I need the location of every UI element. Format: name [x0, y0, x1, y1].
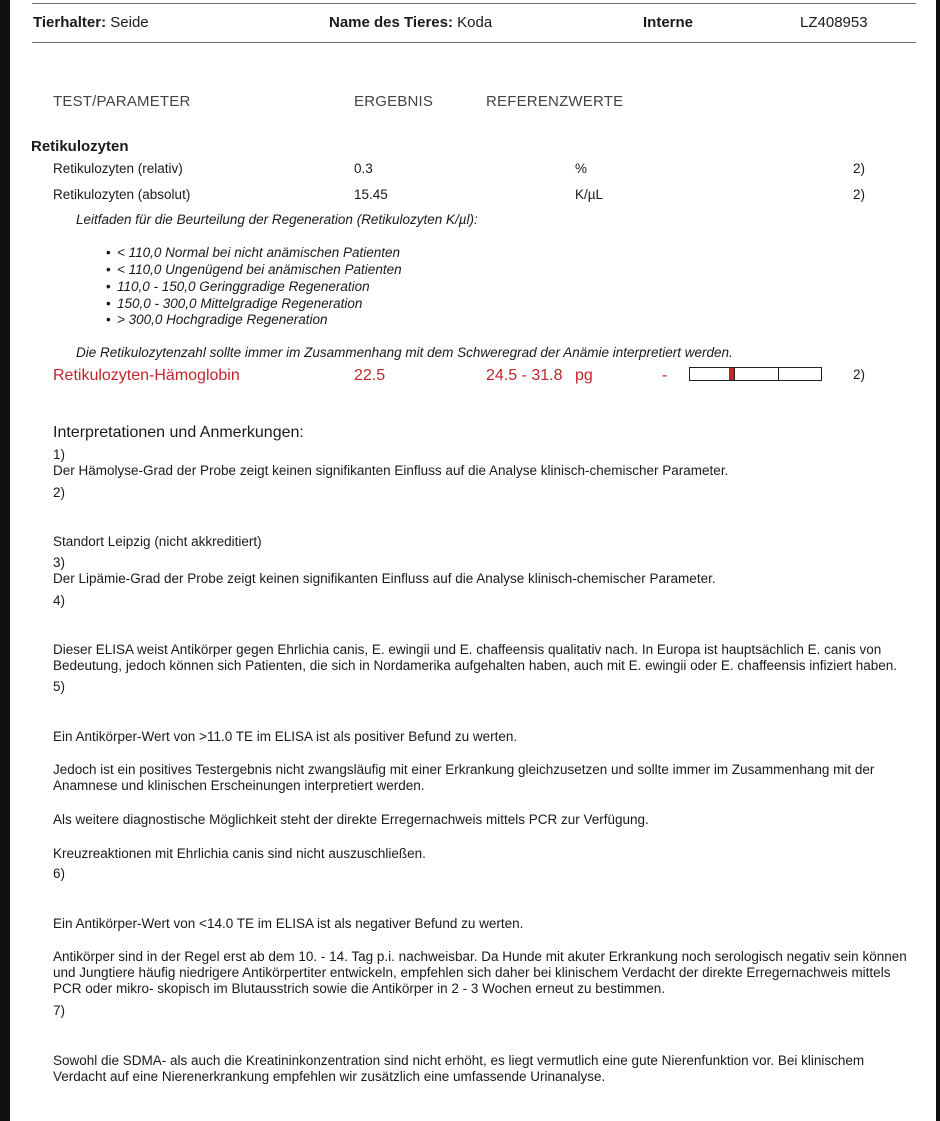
- note-text: Jedoch ist ein positives Testergebnis nicht zwangsläufig mit einer Erkrankung gleichzusetzen und sollte immer im Zusammenhang mit der Anamnese und klinischen Erscheinungen interpretiert werden.: [53, 762, 875, 793]
- flag-row-result: 22.5: [354, 367, 386, 384]
- note-text: Sowohl die SDMA- als auch die Kreatininkonzentration sind nicht erhöht, es liegt vermutlich eine gute Nierenfunktion vor. Bei klinischem Verdacht auf eine Nierenerkrankung empfehlen wir zusätzlich eine umfassende Urinanalyse.: [53, 1053, 865, 1084]
- column-test: TEST/PARAMETER: [53, 93, 191, 110]
- row-unit-relativ: %: [575, 161, 588, 176]
- guide-item: • > 300,0 Hochgradige Regeneration: [108, 312, 328, 327]
- animal-value: Koda: [457, 14, 493, 31]
- note-text: Antikörper sind in der Regel erst ab dem 10. - 14. Tag p.i. nachweisbar. Da Hunde mit akuter Erkrankung noch serologisch negativ sein können und Jungtiere häufig niedrigere Antikörpertiter entwickeln, empfehlen sich daher bei klinischem Verdacht der direkte Erregernachweis mittels PCR oder mikro- skopisch im Blutausstrich sowie die Antikörper in 2 - 3 Wochen erneut zu bestimmen.: [53, 949, 907, 996]
- note-number: 7): [53, 1003, 66, 1018]
- row-note-absolut: 2): [853, 187, 866, 202]
- note-number: 3): [53, 555, 66, 570]
- section-title: Retikulozyten: [31, 138, 129, 155]
- header-top-rule: [32, 3, 916, 4]
- left-dark-border: [0, 0, 10, 1121]
- reference-range-bar: [689, 367, 822, 381]
- report-id: LZ408953: [800, 14, 868, 31]
- guide-item: • 110,0 - 150,0 Geringgradige Regeneration: [108, 279, 370, 294]
- note-number: 1): [53, 447, 66, 462]
- guide-item: • < 110,0 Normal bei nicht anämischen Patienten: [108, 245, 400, 260]
- guide-item: • 150,0 - 300,0 Mittelgradige Regeneration: [108, 296, 362, 311]
- internal-label: Interne: [643, 14, 694, 31]
- note-text: Dieser ELISA weist Antikörper gegen Ehrlichia canis, E. ewingii und E. chaffeensis qualitativ nach. In Europa ist hauptsächlich E. canis von Bedeutung, jedoch können sich Patienten, die sich in Nordamerika aufgehalten haben, auch mit E. ewingii oder E. chaffeensis infiziert haben.: [53, 642, 898, 673]
- animal-field: [329, 14, 492, 31]
- note-number: 5): [53, 679, 66, 694]
- range-lower-tick: [734, 368, 735, 380]
- row-note-relativ: 2): [853, 161, 866, 176]
- note-number: 4): [53, 593, 66, 608]
- note-text: Ein Antikörper-Wert von <14.0 TE im ELISA ist als negativer Befund zu werten.: [53, 916, 524, 931]
- guide-item: • < 110,0 Ungenügend bei anämischen Patienten: [108, 262, 402, 277]
- note-number: 2): [53, 485, 66, 500]
- interpretations-title: Interpretationen und Anmerkungen:: [53, 424, 304, 441]
- row-result-relativ: 0.3: [354, 161, 373, 176]
- header-bottom-rule: [32, 42, 916, 43]
- range-upper-tick: [778, 368, 779, 380]
- column-reference: REFERENZWERTE: [486, 93, 624, 110]
- right-dark-border: [936, 0, 940, 1121]
- flag-row-note: 2): [853, 367, 866, 382]
- note-text: Als weitere diagnostische Möglichkeit steht der direkte Erregernachweis mittels PCR zur Verfügung.: [53, 812, 649, 827]
- row-unit-absolut: K/µL: [575, 187, 604, 202]
- result-marker: [729, 368, 734, 380]
- note-text: Ein Antikörper-Wert von >11.0 TE im ELISA ist als positiver Befund zu werten.: [53, 729, 518, 744]
- animal-label: Name des Tieres:: [329, 14, 453, 31]
- column-result: ERGEBNIS: [354, 93, 434, 110]
- owner-label: Tierhalter:: [33, 14, 107, 31]
- flag-row-reference: 24.5 - 31.8: [486, 367, 563, 384]
- guide-title: Leitfaden für die Beurteilung der Regeneration (Retikulozyten K/µl):: [76, 212, 478, 227]
- row-result-absolut: 15.45: [354, 187, 388, 202]
- guide-footer: Die Retikulozytenzahl sollte immer im Zusammenhang mit dem Schweregrad der Anämie interpretiert werden.: [76, 345, 733, 360]
- note-number: 6): [53, 866, 66, 881]
- internal-field: [643, 14, 693, 31]
- note-text: Der Lipämie-Grad der Probe zeigt keinen signifikanten Einfluss auf die Analyse klinisch-chemischer Parameter.: [53, 571, 716, 586]
- note-text: Kreuzreaktionen mit Ehrlichia canis sind nicht auszuschließen.: [53, 846, 426, 861]
- row-name-absolut: Retikulozyten (absolut): [53, 187, 191, 202]
- flag-row-name: Retikulozyten-Hämoglobin: [53, 367, 240, 384]
- flag-row-unit: pg: [575, 367, 593, 384]
- owner-value: Seide: [110, 14, 149, 31]
- row-name-relativ: Retikulozyten (relativ): [53, 161, 183, 176]
- note-text: Der Hämolyse-Grad der Probe zeigt keinen signifikanten Einfluss auf die Analyse klinisch-chemischer Parameter.: [53, 463, 729, 478]
- note-text: Standort Leipzig (nicht akkreditiert): [53, 534, 262, 549]
- owner-field: [33, 14, 149, 31]
- flag-row-flag: -: [662, 367, 668, 384]
